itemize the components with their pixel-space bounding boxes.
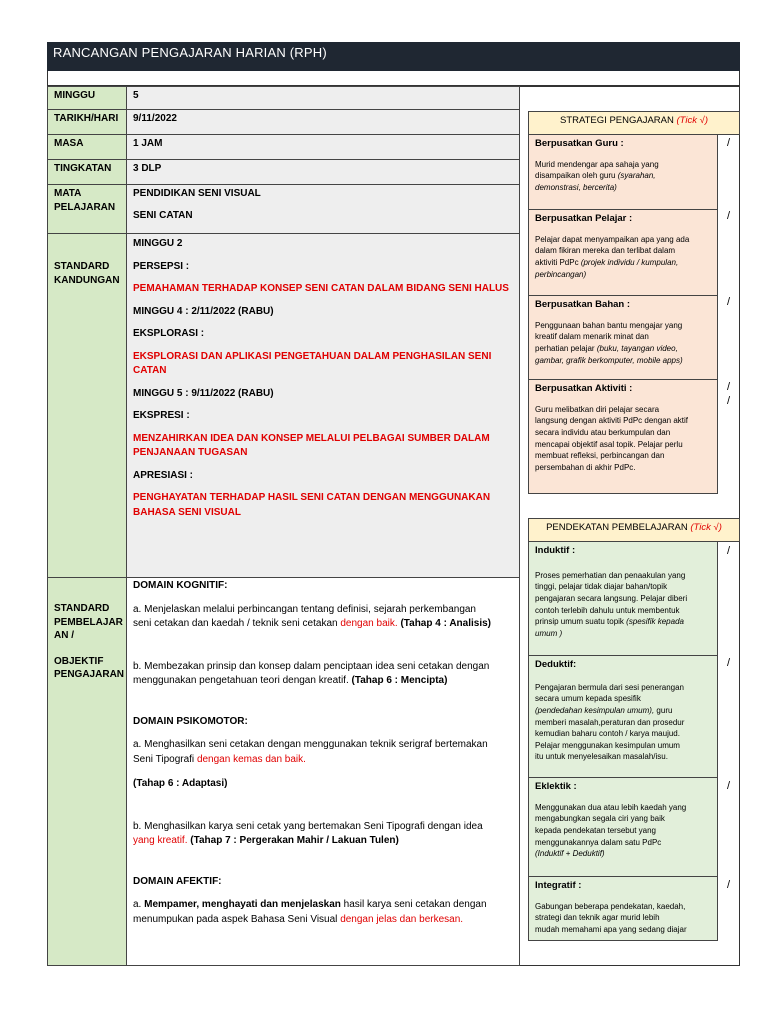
induktif-line5: prinsip umum suatu topik	[535, 617, 624, 627]
mata-label-line1: MATA	[54, 188, 82, 199]
eklektik-line1: Menggunakan dua atau lebih kaedah yang	[535, 802, 687, 812]
sp-label-line4: OBJEKTIF	[54, 655, 104, 667]
strategi-berpusatkan-bahan	[528, 295, 718, 380]
deduktif-line4: memberi masalah,peraturan dan prosedur	[535, 717, 685, 727]
sk-minggu2: MINGGU 2	[133, 238, 183, 249]
sk-eksplorasi-desc: EKSPLORASI DAN APLIKASI PENGETAHUAN DALAM PENGHASILAN SENI CATAN	[133, 350, 492, 376]
integratif-line1: Gabungan beberapa pendekatan, kaedah,	[535, 901, 686, 911]
deduktif-line1: Pengajaran bermula dari sesi penerangan	[535, 682, 684, 692]
sp-a2-line2: Seni Tipografi	[133, 753, 195, 765]
strategi-guru-title: Berpusatkan Guru :	[535, 138, 624, 149]
deduktif-line3-wrap	[535, 705, 711, 717]
tarikh-value: 9/11/2022	[126, 109, 520, 135]
strategi-pelajar-line2: dalam fikiran mereka dan terlibat dalam	[535, 246, 676, 256]
sp-label-line5: PENGAJARAN	[54, 669, 125, 680]
sp-a1-red: dengan baik.	[340, 618, 398, 629]
strategi-pelajar-line1: Pelajar dapat menyampaikan apa yang ada	[535, 234, 690, 244]
strategi-berpusatkan-pelajar	[528, 209, 718, 296]
pendekatan-induktif-title: Induktif :	[535, 545, 576, 556]
deduktif-line7: itu untuk menyelesaikan masalah/isu.	[535, 752, 668, 762]
pendekatan-eklektik-tick[interactable]: /	[727, 780, 731, 792]
pendekatan-eklektik-title: Eklektik :	[535, 781, 577, 792]
strategi-pelajar-line4: perbincangan)	[535, 269, 587, 279]
header-spacer-row	[47, 71, 740, 86]
strategi-guru-line3: demonstrasi, bercerita)	[535, 182, 617, 192]
sp-b2-line2-wrap	[133, 834, 513, 849]
sp-label-line3: AN /	[54, 630, 74, 641]
strategi-aktiviti-title: Berpusatkan Aktiviti :	[535, 383, 633, 394]
sp-b1-line2: menggunakan pengetahuan teori dengan kreatif.	[133, 675, 349, 686]
mata-label-line2: PELAJARAN	[54, 201, 116, 213]
standard-kandungan-content	[126, 233, 520, 578]
sp-a2-line2-wrap	[133, 753, 513, 768]
minggu-value: 5	[126, 86, 520, 110]
strategi-berpusatkan-guru	[528, 134, 718, 210]
pendekatan-tick-label: (Tick √)	[690, 522, 722, 533]
induktif-line5-wrap	[535, 616, 711, 628]
induktif-line1: Proses pemerhatian dan penaakulan yang	[535, 570, 686, 580]
strategi-bahan-line3-italic: (buku, tayangan video,	[596, 343, 678, 353]
sk-ekspresi-desc-2: PENJANAAN TUGASAN	[133, 447, 248, 458]
tingkatan-label: TINGKATAN	[47, 159, 127, 185]
sp-a3-line1-wrap	[133, 898, 513, 913]
sp-a1-bold: (Tahap 4 : Analisis)	[400, 618, 492, 629]
sp-psikomotor: DOMAIN PSIKOMOTOR:	[133, 715, 248, 727]
strategi-bahan-title: Berpusatkan Bahan :	[535, 299, 631, 310]
deduktif-line5: kemudian baharu contoh / karya maujud.	[535, 729, 680, 739]
sk-apresiasi-desc-1: PENGHAYATAN TERHADAP HASIL SENI CATAN DENGAN MENGGUNAKAN	[133, 492, 491, 503]
deduktif-line3-italic: (pendedahan kesimpulan umum),	[535, 705, 655, 715]
sp-a2-bold: (Tahap 6 : Adaptasi)	[133, 778, 228, 789]
tarikh-label: TARIKH/HARI	[47, 109, 127, 135]
pendekatan-integratif-title: Integratif :	[535, 880, 582, 891]
sp-label-line2: PEMBELAJAR	[54, 616, 123, 628]
strategi-berpusatkan-aktiviti	[528, 379, 718, 494]
sp-a3-line2: menumpukan pada aspek Bahasa Seni Visual	[133, 913, 338, 925]
strategi-aktiviti-tick[interactable]: /	[727, 381, 731, 393]
sk-minggu4: MINGGU 4 : 2/11/2022 (RABU)	[133, 305, 274, 317]
sp-a2-red: dengan kemas dan baik.	[196, 753, 306, 765]
pendekatan-integratif-tick[interactable]: /	[727, 879, 731, 891]
sp-label-line1: STANDARD	[54, 603, 110, 614]
sk-persepsi-desc: PEMAHAMAN TERHADAP KONSEP SENI CATAN DALAM BIDANG SENI HALUS	[133, 283, 509, 294]
eklektik-line4: menggunakannya dalam satu PdPc	[535, 837, 662, 847]
sp-a3-red: dengan jelas dan berkesan.	[340, 913, 464, 925]
sk-apresiasi-desc-2: BAHASA SENI VISUAL	[133, 506, 241, 518]
strategi-aktiviti-line3: secara individu atau berkumpulan dan	[535, 427, 671, 437]
tingkatan-value: 3 DLP	[126, 159, 520, 185]
mata-value-line2: SENI CATAN	[133, 209, 193, 221]
mata-pelajaran-label	[47, 184, 127, 234]
strategi-aktiviti-line2: langsung dengan aktiviti PdPc dengan aktif	[535, 416, 688, 426]
mata-value-line1: PENDIDIKAN SENI VISUAL	[133, 188, 261, 199]
strategi-aktiviti-tick-2[interactable]: /	[727, 395, 731, 407]
sp-a1-line2-wrap	[133, 617, 513, 632]
standard-pembelajaran-label	[47, 577, 127, 966]
sp-b1-line1: b. Membezakan prinsip dan konsep dalam penciptaan idea seni cetakan dengan	[133, 660, 490, 672]
sk-minggu5: MINGGU 5 : 9/11/2022 (RABU)	[133, 387, 274, 399]
strategi-bahan-line3-wrap	[535, 343, 711, 355]
induktif-line5-italic: (spesifik kepada	[626, 617, 684, 627]
strategi-bahan-line3: perhatian pelajar	[535, 343, 595, 353]
pendekatan-title: PENDEKATAN PEMBELAJARAN	[546, 522, 688, 533]
strategi-aktiviti-line5: membuat refleksi, perbincangan dan	[535, 451, 665, 461]
sk-ekspresi-desc-1: MENZAHIRKAN IDEA DAN KONSEP MELALUI PELBAGAI SUMBER DALAM	[133, 432, 490, 444]
masa-value: 1 JAM	[126, 134, 520, 160]
sp-b2-red: yang kreatif.	[133, 835, 188, 846]
strategi-guru-tick[interactable]: /	[727, 137, 731, 149]
sp-b1-bold: (Tahap 6 : Mencipta)	[351, 675, 448, 686]
induktif-line4: contoh terlebih dahulu untuk membentuk	[535, 605, 680, 615]
integratif-line2: strategi dan teknik agar murid lebih	[535, 913, 660, 923]
strategi-guru-line1: Murid mendengar apa sahaja yang	[535, 159, 659, 169]
strategi-guru-line2: disampaikan oleh guru	[535, 171, 616, 181]
strategi-tick-label: (Tick √)	[676, 115, 708, 126]
standard-pembelajaran-content	[126, 577, 520, 966]
sp-a3-prefix: a.	[133, 899, 142, 910]
induktif-line3: pengajaran secara langsung. Pelajar diberi	[535, 593, 688, 603]
pendekatan-induktif	[528, 541, 718, 656]
pendekatan-integratif	[528, 876, 718, 941]
sp-a3-bold: Mempamer, menghayati dan menjelaskan	[144, 899, 341, 910]
strategi-pelajar-line3: aktiviti PdPc	[535, 257, 579, 267]
sp-a3-rest: hasil karya seni cetakan dengan	[343, 899, 487, 910]
minggu-label: MINGGU	[47, 86, 127, 110]
strategi-guru-line2-italic: (syarahan,	[617, 171, 656, 181]
pendekatan-deduktif	[528, 655, 718, 778]
sk-label-line2: KANDUNGAN	[54, 274, 120, 286]
strategi-pelajar-title: Berpusatkan Pelajar :	[535, 213, 633, 224]
sp-kognitif: DOMAIN KOGNITIF:	[133, 580, 228, 591]
induktif-line2: tinggi, pelajar tidak diajar bahan/topik	[535, 582, 668, 592]
induktif-line6: umum )	[535, 628, 563, 638]
sk-persepsi: PERSEPSI :	[133, 260, 190, 272]
strategi-aktiviti-line4: mencapai objektif asal topik. Pelajar perlu	[535, 439, 683, 449]
strategi-title: STRATEGI PENGAJARAN	[560, 115, 674, 126]
sk-eksplorasi: EKSPLORASI :	[133, 328, 205, 339]
sp-a1-line2: seni cetakan dan kaedah / teknik seni cetakan	[133, 618, 338, 629]
pendekatan-header	[528, 518, 740, 542]
integratif-line3: mudah memahami apa yang sedang diajar	[535, 924, 687, 934]
deduktif-line6: Pelajar menggunakan kesimpulan umum	[535, 740, 680, 750]
strategi-bahan-line1: Penggunaan bahan bantu mengajar yang	[535, 320, 683, 330]
standard-kandungan-label	[47, 233, 127, 578]
deduktif-line3: guru	[656, 705, 673, 715]
sp-b1-line2-wrap	[133, 674, 513, 689]
sk-apresiasi: APRESIASI :	[133, 469, 194, 481]
strategi-pelajar-line3-italic: (projek individu / kumpulan,	[580, 257, 679, 267]
strategi-bahan-tick[interactable]: /	[727, 296, 731, 308]
sp-b2-bold: (Tahap 7 : Pergerakan Mahir / Lakuan Tulen)	[190, 835, 399, 846]
sp-afektif: DOMAIN AFEKTIF:	[133, 875, 222, 887]
masa-label: MASA	[47, 134, 127, 160]
page-title-bar	[47, 42, 740, 71]
pendekatan-eklektik	[528, 777, 718, 877]
mata-pelajaran-value	[126, 184, 520, 234]
strategi-bahan-line2: kreatif dalam menarik minat dan	[535, 332, 649, 342]
sp-a2-line1: a. Menghasilkan seni cetakan dengan menggunakan teknik serigraf bertemakan	[133, 739, 488, 750]
sp-a1-line1: a. Menjelaskan melalui perbincangan tentang definisi, sejarah perkembangan	[133, 603, 476, 615]
pendekatan-deduktif-title: Deduktif:	[535, 659, 577, 670]
strategi-guru-line2-wrap	[535, 170, 711, 182]
strategi-header	[528, 111, 740, 135]
deduktif-line2: secara umum kepada spesifik	[535, 694, 641, 704]
sp-b2-line1: b. Menghasilkan karya seni cetak yang bertemakan Seni Tipografi dengan idea	[133, 820, 483, 832]
eklektik-line5: (Induktif + Deduktif)	[535, 849, 605, 859]
strategi-bahan-line4: gambar, grafik berkomputer, mobile apps)	[535, 355, 683, 365]
sp-a3-line2-wrap	[133, 913, 513, 928]
eklektik-line3: kepada pendekatan tersebut yang	[535, 825, 656, 835]
strategi-aktiviti-line1: Guru melibatkan diri pelajar secara	[535, 404, 660, 414]
strategi-pelajar-tick[interactable]: /	[727, 210, 731, 222]
pendekatan-induktif-tick[interactable]: /	[727, 545, 731, 557]
eklektik-line2: mengabungkan segala ciri yang baik	[535, 814, 665, 824]
sk-label-line1: STANDARD	[54, 261, 110, 272]
sk-ekspresi: EKSPRESI :	[133, 410, 190, 421]
pendekatan-deduktif-tick[interactable]: /	[727, 657, 731, 669]
page-title: RANCANGAN PENGAJARAN HARIAN (RPH)	[53, 45, 327, 60]
strategi-pelajar-line3-wrap	[535, 257, 711, 269]
strategi-aktiviti-line6: persembahan di akhir PdPc.	[535, 462, 636, 472]
